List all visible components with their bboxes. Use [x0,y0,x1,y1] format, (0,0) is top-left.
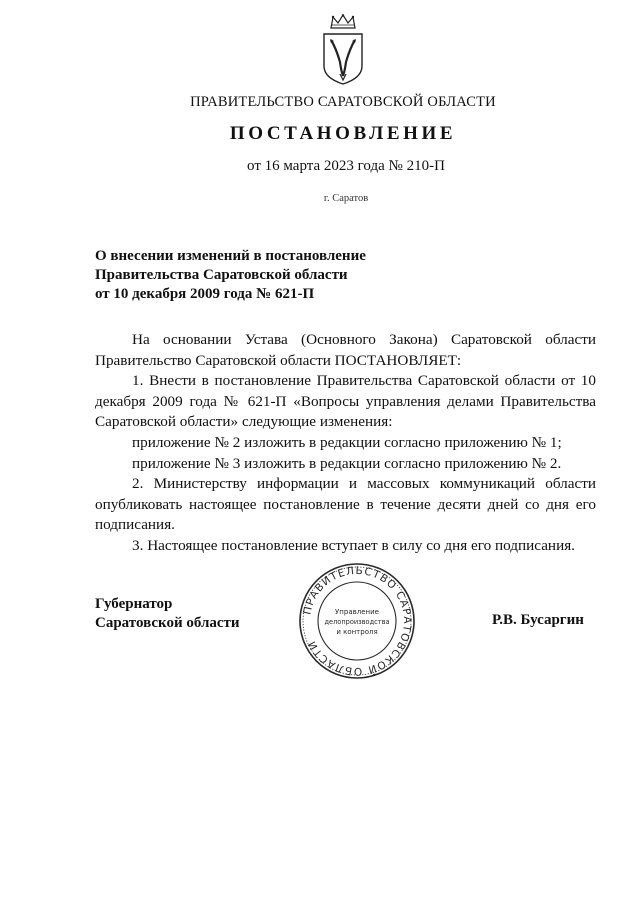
subject-line: от 10 декабря 2009 года № 621-П [95,286,315,302]
stamp-center-line: делопроизводства [324,618,390,626]
document-city: г. Саратов [323,193,369,204]
document-date-number: от 16 марта 2023 года № 210-П [247,158,445,174]
signatory-position-line: Губернатор [95,596,173,612]
body-paragraph: На основании Устава (Основного Закона) Саратовской области Правительство Саратовской области ПОСТАНОВЛЯЕТ: [95,331,596,369]
signatory-position [95,595,240,633]
body-paragraph: приложение № 3 изложить в редакции согласно приложению № 2. [132,454,562,472]
stamp-center-line: и контроля [336,628,378,636]
subject-line: О внесении изменений в постановление [95,248,366,264]
official-stamp [298,562,416,680]
body-paragraph: приложение № 2 изложить в редакции согласно приложению № 1; [132,433,562,451]
signatory-position-line: Саратовской области [95,615,240,631]
coat-of-arms-icon [318,14,368,86]
document-body [95,330,596,557]
document-subject [95,247,366,304]
body-paragraph: 3. Настоящее постановление вступает в силу со дня его подписания. [132,536,575,554]
document-type: ПОСТАНОВЛЕНИЕ [229,123,457,144]
stamp-center-line: Управление [335,608,379,616]
body-paragraph: 2. Министерству информации и массовых коммуникаций области опубликовать настоящее постановление в течение десяти дней со дня его подписания. [95,475,596,534]
subject-line: Правительства Саратовской области [95,267,348,283]
stamp-ring-text: ПРАВИТЕЛЬСТВО САРАТОВСКОЙ ОБЛАСТИ [301,564,414,678]
government-name: ПРАВИТЕЛЬСТВО САРАТОВСКОЙ ОБЛАСТИ [190,94,496,110]
signatory-name: Р.В. Бусаргин [492,612,584,628]
body-paragraph: 1. Внести в постановление Правительства Саратовской области от 10 декабря 2009 года № 621-П «Вопросы управления делами Правительства Саратовской области» следующие изменения: [95,372,596,431]
